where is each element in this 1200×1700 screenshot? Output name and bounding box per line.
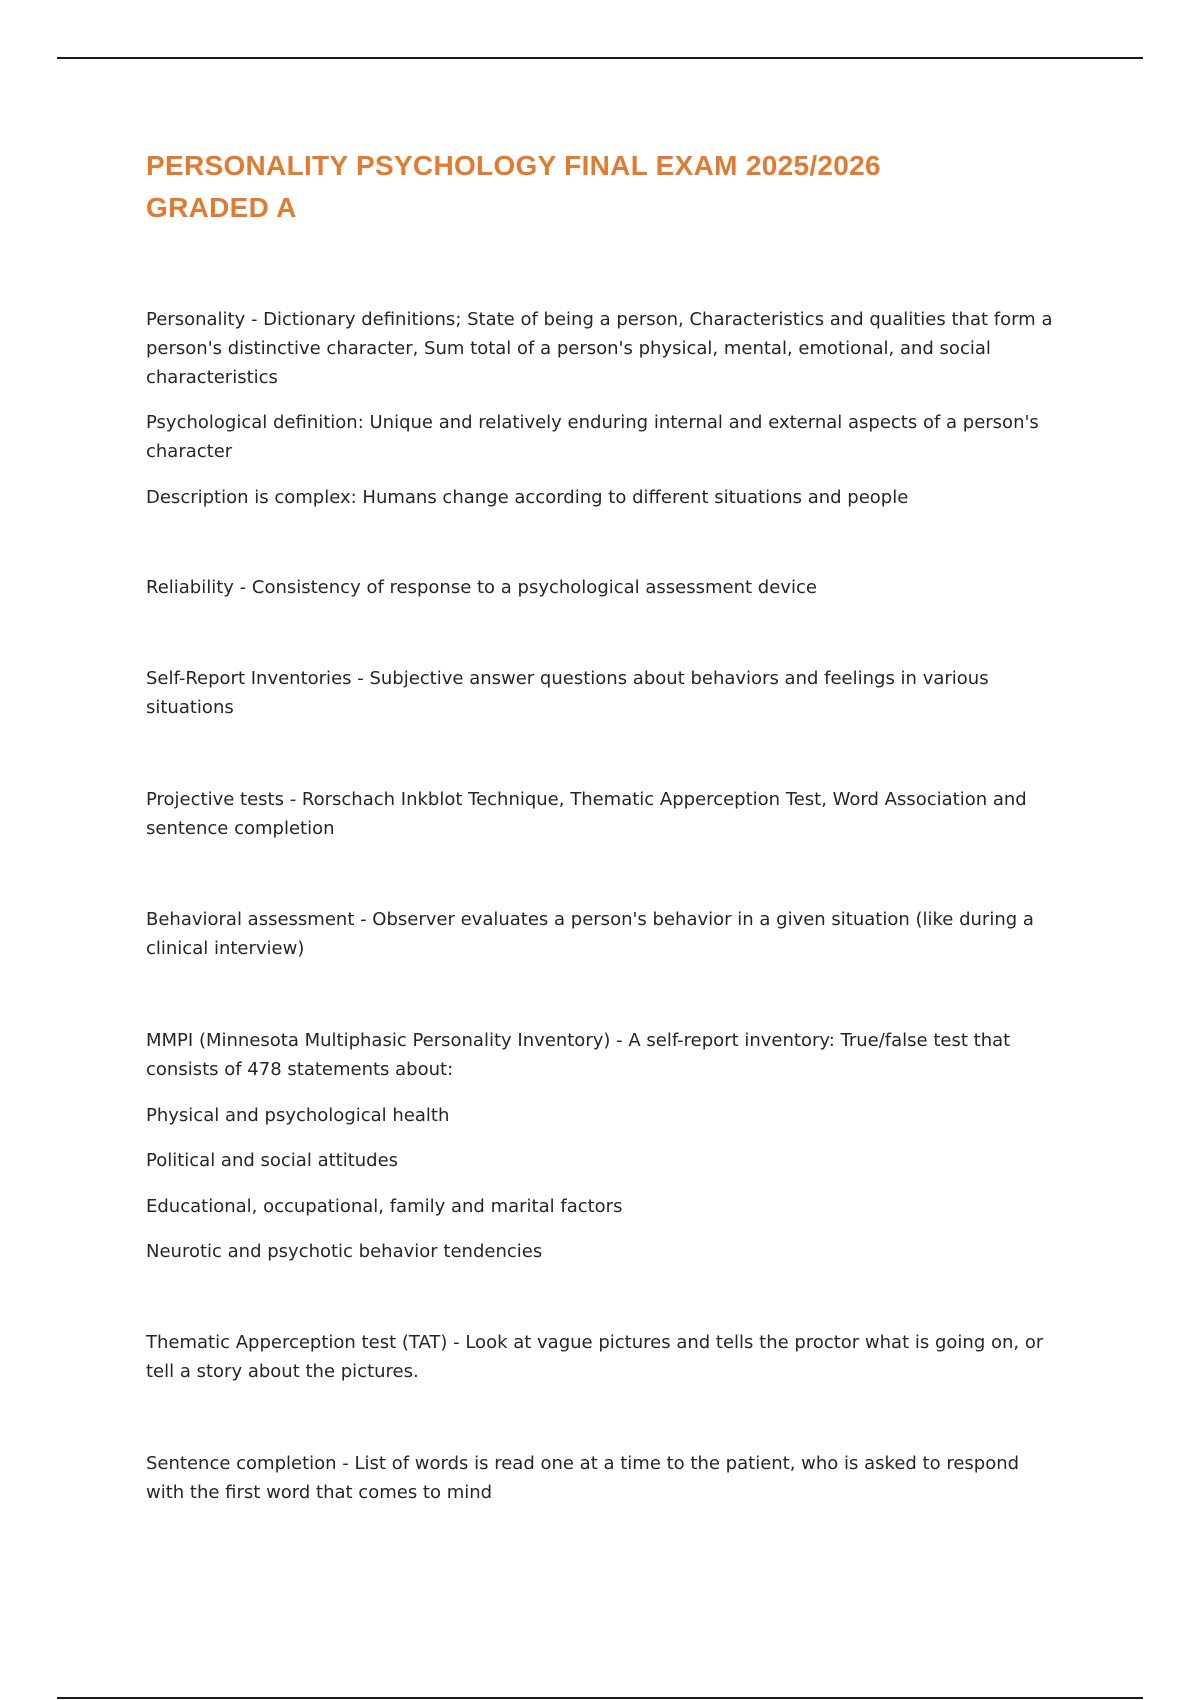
- paragraph-self-report: [146, 664, 1066, 722]
- text-line: sentence completion: [146, 818, 335, 839]
- text-line: tell a story about the pictures.: [146, 1361, 419, 1382]
- text-line: Thematic Apperception test (TAT) - Look at vague pictures and tells the proctor what is going on, or: [146, 1332, 1044, 1353]
- text-line: Sentence completion - List of words is read one at a time to the patient, who is asked to respond: [146, 1453, 1020, 1474]
- bottom-rule: [57, 1697, 1143, 1699]
- title-line: PERSONALITY PSYCHOLOGY FINAL EXAM 2025/2026: [146, 150, 881, 181]
- paragraph-behavioral-assessment: [146, 905, 1066, 963]
- text-line: Reliability - Consistency of response to a psychological assessment device: [146, 577, 817, 598]
- paragraph-projective-tests: [146, 785, 1066, 843]
- top-rule: [57, 57, 1143, 59]
- paragraph-reliability: [146, 573, 1066, 602]
- paragraph-tat: [146, 1328, 1066, 1386]
- paragraph-description: [146, 483, 1066, 512]
- paragraph-mmpi-item: [146, 1237, 1066, 1266]
- title-line: GRADED A: [146, 192, 297, 223]
- text-line: situations: [146, 697, 234, 718]
- paragraph-personality: [146, 305, 1066, 392]
- text-line: Educational, occupational, family and marital factors: [146, 1196, 623, 1217]
- text-line: consists of 478 statements about:: [146, 1059, 454, 1080]
- text-line: Behavioral assessment - Observer evaluates a person's behavior in a given situation (like during a: [146, 909, 1034, 930]
- text-line: character: [146, 441, 233, 462]
- text-line: clinical interview): [146, 938, 305, 959]
- document-title: [146, 145, 1046, 229]
- text-line: Self-Report Inventories - Subjective answer questions about behaviors and feelings in various: [146, 668, 989, 689]
- text-line: Projective tests - Rorschach Inkblot Technique, Thematic Apperception Test, Word Association and: [146, 789, 1027, 810]
- text-line: with the first word that comes to mind: [146, 1482, 493, 1503]
- paragraph-mmpi: [146, 1026, 1066, 1084]
- paragraph-mmpi-item: [146, 1192, 1066, 1221]
- paragraph-mmpi-item: [146, 1101, 1066, 1130]
- text-line: Psychological definition: Unique and relatively enduring internal and external aspects of a person's: [146, 412, 1039, 433]
- text-line: Description is complex: Humans change according to different situations and people: [146, 487, 909, 508]
- text-line: Neurotic and psychotic behavior tendencies: [146, 1241, 543, 1262]
- text-line: person's distinctive character, Sum total of a person's physical, mental, emotional, and social: [146, 338, 991, 359]
- text-line: Physical and psychological health: [146, 1105, 450, 1126]
- text-line: characteristics: [146, 367, 278, 388]
- text-line: Personality - Dictionary definitions; State of being a person, Characteristics and qualities that form a: [146, 309, 1053, 330]
- paragraph-psychological-definition: [146, 408, 1066, 466]
- text-line: MMPI (Minnesota Multiphasic Personality Inventory) - A self-report inventory: True/false test that: [146, 1030, 1011, 1051]
- paragraph-mmpi-item: [146, 1146, 1066, 1175]
- paragraph-sentence-completion: [146, 1449, 1066, 1507]
- text-line: Political and social attitudes: [146, 1150, 399, 1171]
